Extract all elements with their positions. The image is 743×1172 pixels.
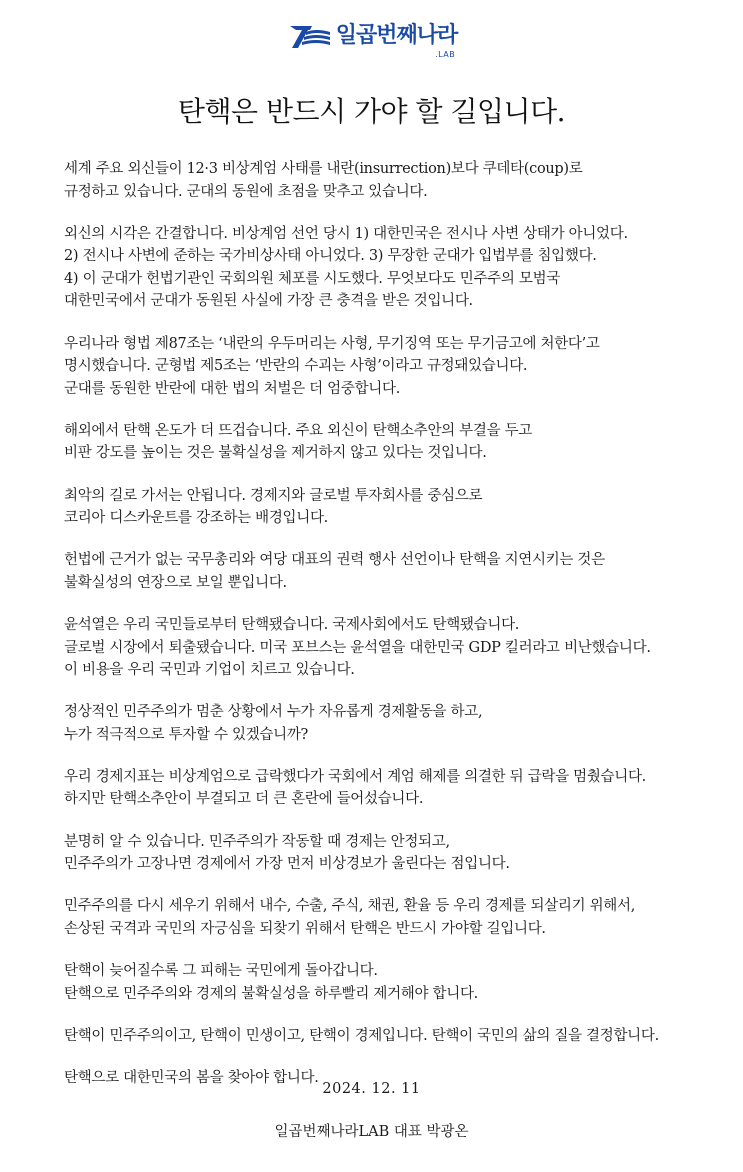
- paragraph-line: 2) 전시나 사변에 준하는 국가비상사태 아니었다. 3) 무장한 군대가 입법부를 침입했다.: [64, 248, 597, 265]
- paragraph: [64, 831, 734, 876]
- paragraph-line: 윤석열은 우리 국민들로부터 탄핵됐습니다. 국제사회에서도 탄핵됐습니다.: [64, 616, 520, 633]
- paragraph-line: 규정하고 있습니다. 군대의 동원에 초점을 맞추고 있습니다.: [64, 183, 428, 200]
- logo-group: [286, 22, 458, 59]
- paragraph-line: 명시했습니다. 군형법 제5조는 ‘반란의 수괴는 사형’이라고 규정돼있습니다.: [64, 358, 528, 375]
- document-body: [64, 158, 734, 1109]
- header-logo: [0, 22, 743, 59]
- paragraph-line: 누가 적극적으로 투자할 수 있겠습니까?: [64, 726, 309, 743]
- paragraph-line: 군대를 동원한 반란에 대한 법의 처벌은 더 엄중합니다.: [64, 380, 401, 397]
- paragraph: [64, 333, 734, 401]
- logo-sub-text: .LAB: [435, 50, 456, 59]
- paragraph-line: 우리 경제지표는 비상계엄으로 급락했다가 국회에서 계엄 해제를 의결한 뒤 급락을 멈췄습니다.: [64, 768, 646, 785]
- paragraph-line: 비판 강도를 높이는 것은 불확실성을 제거하지 않고 있다는 것입니다.: [64, 445, 487, 462]
- paragraph-line: 외신의 시각은 간결합니다. 비상계엄 선언 당시 1) 대한민국은 전시나 사변 상태가 아니었다.: [64, 225, 628, 242]
- wave-logo-icon: [286, 22, 332, 50]
- document-title: 탄핵은 반드시 가야 할 길입니다.: [177, 95, 566, 128]
- paragraph-line: 헌법에 근거가 없는 국무총리와 여당 대표의 권력 행사 선언이나 탄핵을 지연시키는 것은: [64, 552, 605, 569]
- paragraph: [64, 1025, 734, 1048]
- paragraph-line: 이 비용을 우리 국민과 기업이 치르고 있습니다.: [64, 662, 355, 679]
- paragraph-line: 최악의 길로 가서는 안됩니다. 경제지와 글로벌 투자회사를 중심으로: [64, 487, 483, 504]
- paragraph: [64, 614, 734, 682]
- paragraph-line: 탄핵이 늦어질수록 그 피해는 국민에게 돌아갑니다.: [64, 962, 378, 979]
- paragraph-line: 우리나라 형법 제87조는 ‘내란의 우두머리는 사형, 무기징역 또는 무기금고에 처한다’고: [64, 335, 600, 352]
- paragraph-line: 대한민국에서 군대가 동원된 사실에 가장 큰 충격을 받은 것입니다.: [64, 293, 473, 310]
- logo-text: 일곱번째나라: [335, 23, 458, 48]
- paragraph-line: 민주주의가 고장나면 경제에서 가장 먼저 비상경보가 울린다는 점입니다.: [64, 856, 510, 873]
- paragraph-line: 탄핵이 민주주의이고, 탄핵이 민생이고, 탄핵이 경제입니다. 탄핵이 국민의 삶의 질을 결정합니다.: [64, 1027, 659, 1044]
- paragraph: [64, 420, 734, 465]
- paragraph-line: 분명히 알 수 있습니다. 민주주의가 작동할 때 경제는 안정되고,: [64, 833, 450, 850]
- paragraph: [64, 960, 734, 1005]
- paragraph-line: 불확실성의 연장으로 보일 뿐입니다.: [64, 574, 287, 591]
- paragraph-line: 민주주의를 다시 세우기 위해서 내수, 수출, 주식, 채권, 환율 등 우리 경제를 되살리기 위해서,: [64, 898, 636, 915]
- document-date: 2024. 12. 11: [322, 1081, 421, 1097]
- paragraph-line: 정상적인 민주주의가 멈춘 상황에서 누가 자유롭게 경제활동을 하고,: [64, 704, 483, 721]
- paragraph-line: 손상된 국격과 국민의 자긍심을 되찾기 위해서 탄핵은 반드시 가야할 길입니다.: [64, 920, 546, 937]
- paragraph: [64, 223, 734, 313]
- paragraph-line: 코리아 디스카운트를 강조하는 배경입니다.: [64, 510, 328, 527]
- paragraph-line: 탄핵으로 대한민국의 봄을 찾아야 합니다.: [64, 1069, 319, 1086]
- paragraph: [64, 895, 734, 940]
- document-signature: 일곱번째나라LAB 대표 박광온: [274, 1124, 469, 1140]
- paragraph: [64, 158, 734, 203]
- paragraph: [64, 701, 734, 746]
- paragraph-line: 해외에서 탄핵 온도가 더 뜨겁습니다. 주요 외신이 탄핵소추안의 부결을 두고: [64, 422, 533, 439]
- paragraph-line: 4) 이 군대가 헌법기관인 국회의원 체포를 시도했다. 무엇보다도 민주주의 모범국: [64, 270, 560, 287]
- paragraph-line: 탄핵으로 민주주의와 경제의 불확실성을 하루빨리 제거해야 합니다.: [64, 985, 478, 1002]
- paragraph: [64, 485, 734, 530]
- paragraph-line: 세계 주요 외신들이 12·3 비상계엄 사태를 내란(insurrection)보다 쿠데타(coup)로: [64, 161, 583, 177]
- paragraph: [64, 549, 734, 594]
- paragraph-line: 하지만 탄핵소추안이 부결되고 더 큰 혼란에 들어섰습니다.: [64, 791, 424, 808]
- paragraph-line: 글로벌 시장에서 퇴출됐습니다. 미국 포브스는 윤석열을 대한민국 GDP 킬러라고 비난했습니다.: [64, 639, 651, 656]
- paragraph: [64, 766, 734, 811]
